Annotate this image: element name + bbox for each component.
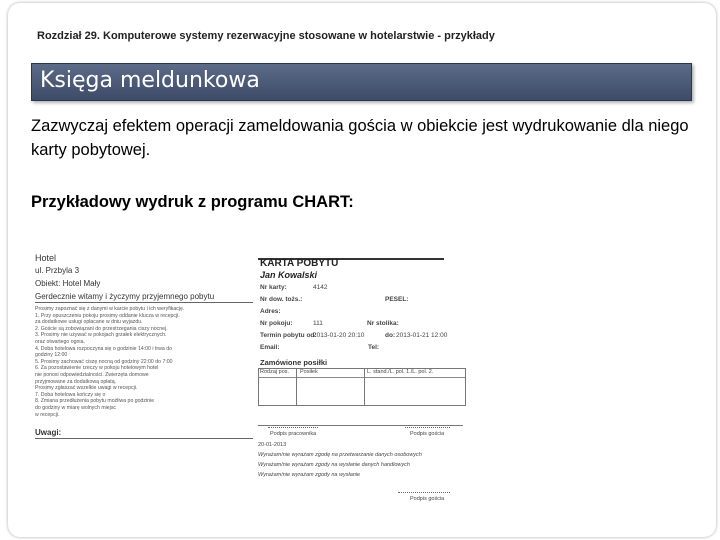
stay-from-value: 2013-01-20 20:10 bbox=[313, 332, 365, 339]
chapter-header: Rozdział 29. Komputerowe systemy rezerwacyjne stosowane w hotelarstwie - przykłady bbox=[37, 30, 495, 42]
hotel-object: Obiekt: Hotel Mały bbox=[35, 279, 101, 288]
rule-line: 6. Za pozostawienie rzeczy w pokoju hotelowym hotel bbox=[35, 365, 159, 372]
signature-rule bbox=[258, 425, 463, 426]
rule-line: Prosimy zgłaszać wszelkie uwagi w recepcji. bbox=[35, 385, 138, 392]
meals-table bbox=[258, 368, 466, 406]
rule-line: 1. Przy opuszczeniu pokoju prosimy oddanie klucza w recepcji. bbox=[35, 312, 180, 319]
consent-1: Wyrażam/nie wyrażam zgodę na przetwarzanie danych osobowych bbox=[258, 452, 422, 458]
rule-line: oraz otwartego ognia. bbox=[35, 339, 85, 345]
guest-sign-line bbox=[405, 427, 450, 428]
greeting-underline bbox=[35, 302, 253, 303]
consent-3: Wyrażam/nie wyrażam zgody na wysłanie bbox=[258, 472, 361, 478]
rule-line: godziny 12:00 bbox=[35, 352, 68, 359]
address-label: Adres: bbox=[260, 308, 281, 315]
meals-header-meal: Posiłek bbox=[300, 369, 318, 375]
meals-col-divider-1 bbox=[296, 368, 297, 405]
rule-line: 2. Goście są zobowiązani do przestrzegania ciszy nocnej. bbox=[35, 325, 168, 332]
meals-header-type: Rodzaj pos. bbox=[260, 369, 290, 375]
slide-title: Księga meldunkowa bbox=[40, 68, 260, 93]
rule-line: 5. Prosimy zachować ciszę nocną od godziny 22:00 do 7:00 bbox=[35, 358, 173, 365]
intro-text: Zazwyczaj efektem operacji zameldowania gościa w obiekcie jest wydrukowanie dla niego karty pobytowej. bbox=[31, 117, 689, 159]
sample-label: Przykładowy wydruk z programu CHART: bbox=[31, 193, 354, 211]
rule-line: przyjmowane za dodatkową opłatą. bbox=[35, 378, 117, 385]
rule-line: Prosimy zapoznać się z danymi w karcie pobytu i ich weryfikację. bbox=[35, 306, 185, 312]
hotel-name: Hotel bbox=[35, 253, 57, 263]
guest-sign-label-2: Podpis gościa bbox=[410, 496, 445, 502]
rule-line: w recepcji. bbox=[35, 411, 60, 418]
guest-name: Jan Kowalski bbox=[260, 270, 318, 280]
consent-2: Wyrażam/nie wyrażam zgody na wysłanie danych handlowych bbox=[258, 462, 410, 468]
room-value: 111 bbox=[313, 320, 323, 327]
rule-line: 8. Zmiana przedłużenia pobytu możliwa po godzinie bbox=[35, 398, 155, 405]
guest-sign-label: Podpis gościa bbox=[410, 431, 445, 437]
notes-line bbox=[35, 438, 253, 439]
notes-label: Uwagi: bbox=[35, 428, 62, 437]
greeting-text: Gerdecznie witamy i życzymy przyjemnego pobytu bbox=[35, 292, 215, 301]
receptionist-sign-line bbox=[268, 427, 318, 428]
card-no-value: 4142 bbox=[313, 284, 328, 291]
meals-header-qty: L. stand./L. pol. 1./L. pol. 2. bbox=[367, 369, 434, 375]
rule-line: 7. Doba hotelowa kończy się o bbox=[35, 391, 106, 398]
pesel-label: PESEL: bbox=[385, 296, 409, 303]
rule-line: 4. Doba hotelowa rozpoczyna się o godzinie 14:00 i trwa do bbox=[35, 345, 172, 352]
meals-title: Zamówione posiłki bbox=[260, 358, 328, 367]
rule-line: do godziny w miarę wolnych miejsc bbox=[35, 405, 117, 411]
phone-label: Tel: bbox=[368, 344, 380, 351]
id-doc-label: Nr dow. tożs.: bbox=[260, 296, 303, 303]
rule-line: za dodatkowe usługi opłacane w dniu wyjazdu. bbox=[35, 319, 143, 326]
stay-to-label: do: bbox=[385, 332, 396, 339]
hotel-address: ul. Przbyla 3 bbox=[35, 266, 80, 275]
meals-col-divider-2 bbox=[364, 368, 365, 405]
card-no-label: Nr karty: bbox=[260, 284, 287, 291]
room-label: Nr pokoju: bbox=[260, 320, 293, 327]
card-title: KARTA POBYTU bbox=[260, 258, 339, 269]
stay-to-value: 2013-01-21 12:00 bbox=[396, 332, 448, 339]
meals-header-rule bbox=[258, 377, 465, 378]
rule-line: nie ponosi odpowiedzialności. Zwierzęta domowe bbox=[35, 372, 149, 378]
rule-line: 3. Prosimy nie używać w pokojach grzałek elektrycznych. bbox=[35, 332, 167, 339]
print-date: 20-01-2013 bbox=[258, 442, 287, 448]
receptionist-sign-label: Podpis pracownika bbox=[270, 431, 317, 437]
stay-label: Termin pobytu od: bbox=[260, 332, 317, 339]
title-bar bbox=[31, 63, 692, 101]
table-label: Nr stolika: bbox=[367, 320, 399, 327]
guest-sign-line-2 bbox=[398, 492, 450, 493]
email-label: Email: bbox=[260, 344, 280, 351]
